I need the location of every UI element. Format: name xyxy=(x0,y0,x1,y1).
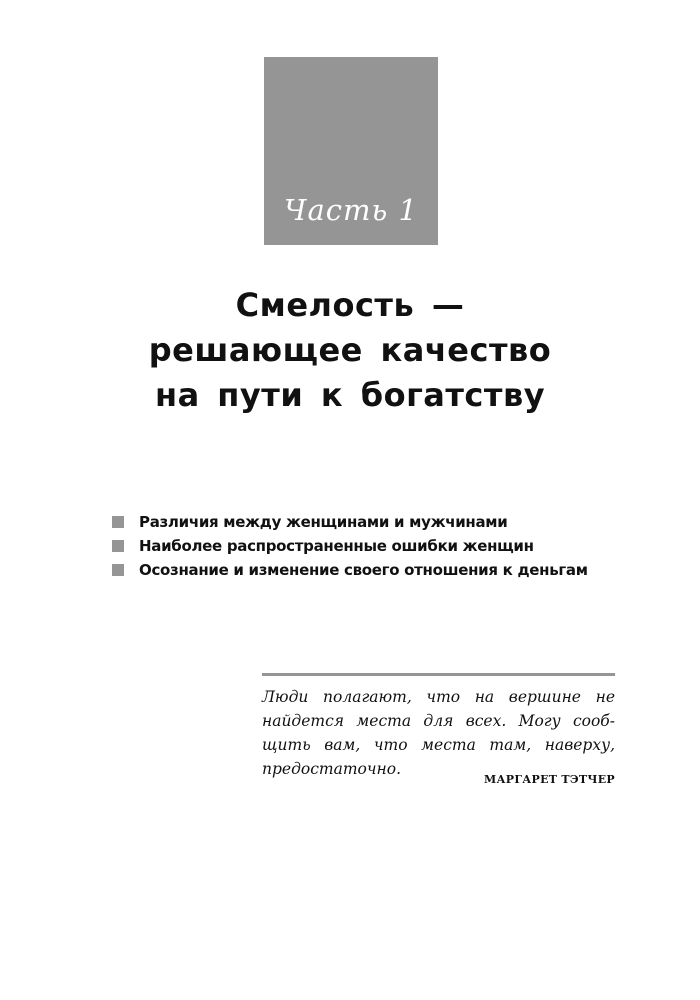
square-bullet-icon xyxy=(112,564,124,576)
epigraph-quote xyxy=(262,685,615,781)
square-bullet-icon xyxy=(112,516,124,528)
part-number-box xyxy=(264,57,438,245)
topic-item xyxy=(112,510,588,534)
square-bullet-icon xyxy=(112,540,124,552)
epigraph-line: найдется места для всех. Могу сооб- xyxy=(262,712,615,730)
topics-list xyxy=(112,510,588,582)
topic-item xyxy=(112,558,588,582)
part-title xyxy=(60,283,640,418)
part-title-line: Смелость — xyxy=(235,286,465,324)
epigraph-line: щить вам, что места там, наверху, xyxy=(262,736,615,754)
topic-text: Наиболее распространенные ошибки женщин xyxy=(139,537,534,555)
epigraph-author: МАРГАРЕТ ТЭТЧЕР xyxy=(484,773,615,786)
epigraph-line: предостаточно. xyxy=(262,760,401,778)
topic-item xyxy=(112,534,588,558)
part-number-label: Часть 1 xyxy=(284,193,418,227)
part-title-line: решающее качество xyxy=(148,331,552,369)
topic-text: Различия между женщинами и мужчинами xyxy=(139,513,508,531)
topic-text: Осознание и изменение своего отношения к деньгам xyxy=(139,561,588,579)
part-title-line: на пути к богатству xyxy=(154,376,546,414)
epigraph-line: Люди полагают, что на вершине не xyxy=(262,688,615,706)
epigraph xyxy=(262,673,615,786)
